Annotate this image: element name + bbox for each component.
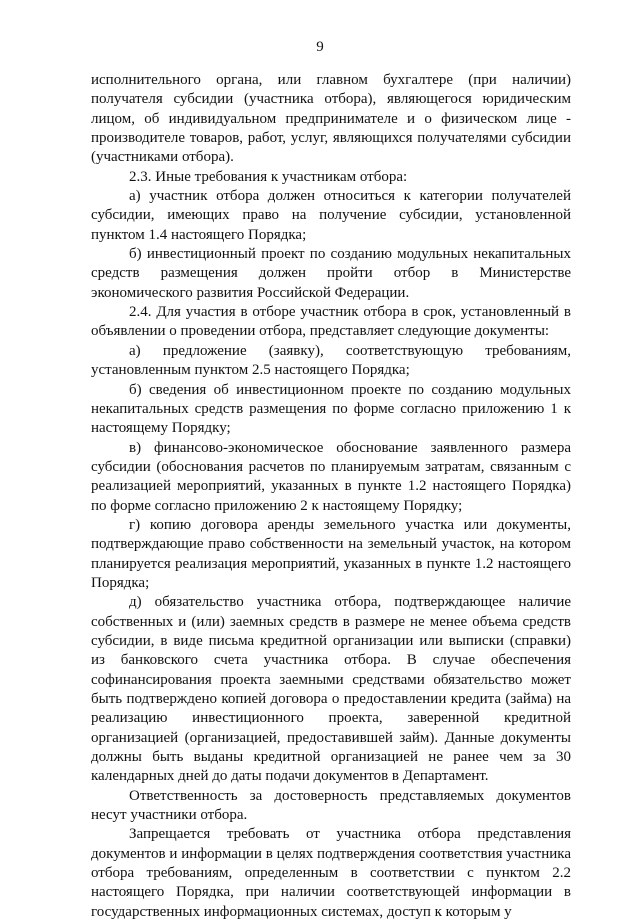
page-number: 9 xyxy=(316,39,324,55)
paragraph: д) обязательство участника отбора, подтверждающее наличие собственных и (или) заемных средств в размере не менее объема средств субсидии, в виде письма кредитной организации или выписки (справки) из банковского счета участника отбора. В случае обеспечения софинансирования проекта заемными средствами обязательство может быть подтверждено копией договора о предоставлении кредита (займа) на реализацию инвестиционного проекта, заверенной кредитной организацией (организацией, предоставившей займ). Данные документы должны быть выданы кредитной организацией не ранее чем за 30 календарных дней до даты подачи документов в Департамент. xyxy=(91,594,571,785)
paragraph: Запрещается требовать от участника отбора представления документов и информации в целях подтверждения соответствия участника отбора требованиям, определенным в соответствии с пунктом 2.2 настоящего Порядка, при наличии соответствующей информации в государственных информационных системах, доступ к которым у xyxy=(91,826,571,920)
document-body xyxy=(91,71,571,922)
paragraph: 2.4. Для участия в отборе участник отбора в срок, установленный в объявлении о проведении отбора, представляет следующие документы: xyxy=(91,304,571,340)
paragraph: Ответственность за достоверность представляемых документов несут участники отбора. xyxy=(91,787,571,824)
paragraph: а) участник отбора должен относиться к категории получателей субсидии, имеющих право на получение субсидии, установленной пунктом 1.4 настоящего Порядка; xyxy=(91,188,571,243)
paragraph: 2.3. Иные требования к участникам отбора: xyxy=(129,168,408,185)
paragraph: б) инвестиционный проект по созданию модульных некапитальных средств размещения должен пройти отбор в Министерстве экономического развития Российской Федерации. xyxy=(91,246,571,301)
paragraph: исполнительного органа, или главном бухгалтере (при наличии) получателя субсидии (участника отбора), являющегося юридическим лицом, об индивидуальном предпринимателе и о физическом лице - производителе товаров, работ, услуг, являющихся получателями субсидии (участниками отбора). xyxy=(91,72,571,166)
paragraph: а) предложение (заявку), соответствующую требованиям, установленным пунктом 2.5 настоящего Порядка; xyxy=(91,342,571,379)
paragraph: в) финансово-экономическое обоснование заявленного размера субсидии (обоснования расчетов по планируемым затратам, связанным с реализацией мероприятий, указанных в пункте 1.2 настоящего Порядка) по форме согласно приложению 2 к настоящему Порядку; xyxy=(91,439,571,514)
paragraph: г) копию договора аренды земельного участка или документы, подтверждающие право собственности на земельный участок, на котором планируется реализация мероприятий, указанных в пункте 1.2 настоящего Порядка; xyxy=(91,516,571,591)
paragraph: б) сведения об инвестиционном проекте по созданию модульных некапитальных средств размещения по форме согласно приложению 1 к настоящему Порядку; xyxy=(91,381,571,437)
